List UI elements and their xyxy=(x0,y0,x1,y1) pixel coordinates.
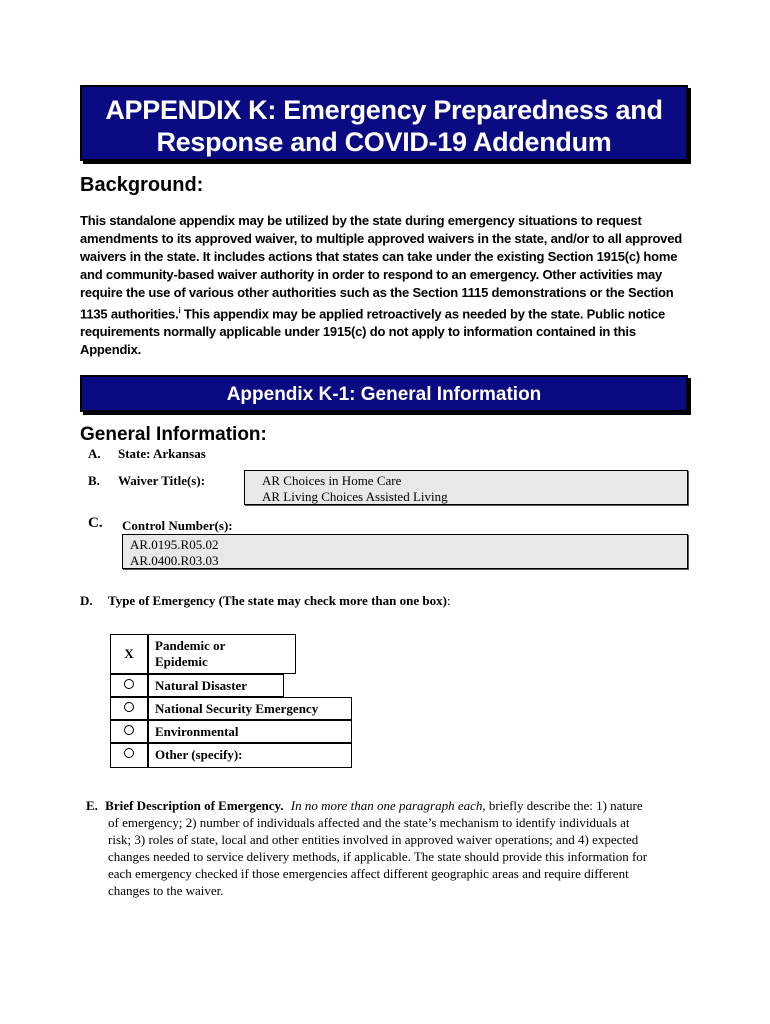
national-security-option-label: National Security Emergency xyxy=(148,697,352,720)
natural-disaster-radio-icon xyxy=(124,679,134,689)
emergency-description-italic: In no more than one paragraph each xyxy=(290,798,483,813)
state-label: State: Arkansas xyxy=(118,446,206,461)
general-info-heading: General Information: xyxy=(80,424,267,445)
waiver-titles-field[interactable] xyxy=(244,470,688,505)
waiver-titles-label: Waiver Title(s): xyxy=(118,473,206,488)
environmental-radio-icon xyxy=(124,725,134,735)
appendix-title-line-1: APPENDIX K: Emergency Preparedness and xyxy=(105,95,663,125)
background-text-part-1: This standalone appendix may be utilized by the state during emergency situations to request amendments to its approved waiver, to multiple approved waivers in the state, and/or to all approved waivers in the state. It includes actions that states can take under the existing Section 1915(c) home and community-based waiver authority in order to respond to an emergency. Other activities may require the use of various other authorities such as the Section 1115 demonstrations or the Section 1135 authorities. xyxy=(80,213,682,322)
appendix-title-line-2: Response and COVID-19 Addendum xyxy=(156,127,612,157)
emergency-type-prompt xyxy=(108,593,451,609)
item-e-letter: E. xyxy=(86,798,98,813)
other-checkbox[interactable] xyxy=(110,743,148,768)
national-security-checkbox[interactable] xyxy=(110,697,148,720)
emergency-description-line-3: risk; 3) roles of state, local and other entities involved in approved waiver operations; and 4) expected xyxy=(108,832,639,847)
control-numbers-label: Control Number(s): xyxy=(122,518,233,533)
other-radio-icon xyxy=(124,748,134,758)
other-specify-option-label: Other (specify): xyxy=(148,743,352,768)
emergency-description-line-6: changes to the waiver. xyxy=(108,883,224,898)
item-a-letter: A. xyxy=(88,446,101,461)
emergency-description-line-5: each emergency checked if those emergencies affect different geographic areas and require different xyxy=(108,866,629,881)
emergency-description-label: Brief Description of Emergency. xyxy=(105,798,284,813)
item-c-letter: C. xyxy=(88,515,103,531)
pandemic-checkbox[interactable] xyxy=(110,634,148,674)
emergency-description-line-1: , briefly describe the: 1) nature xyxy=(482,798,643,813)
control-numbers-field[interactable] xyxy=(122,534,688,569)
section-k1-banner xyxy=(80,375,688,412)
background-paragraph xyxy=(80,212,692,359)
control-number-1: AR.0195.R05.02 xyxy=(130,537,219,552)
waiver-title-1: AR Choices in Home Care xyxy=(262,473,402,488)
pandemic-option-label xyxy=(148,634,296,674)
environmental-option-label: Environmental xyxy=(148,720,352,743)
control-number-2: AR.0400.R03.03 xyxy=(130,553,219,568)
natural-disaster-option-label: Natural Disaster xyxy=(148,674,284,697)
emergency-description-paragraph xyxy=(80,797,692,899)
national-security-radio-icon xyxy=(124,702,134,712)
item-d-letter: D. xyxy=(80,593,93,608)
section-k1-title: Appendix K-1: General Information xyxy=(226,384,542,405)
natural-disaster-checkbox[interactable] xyxy=(110,674,148,697)
item-b-letter: B. xyxy=(88,473,100,488)
emergency-type-label: Type of Emergency (The state may check more than one box) xyxy=(108,593,447,608)
appendix-title-banner xyxy=(80,85,688,161)
pandemic-check-mark: X xyxy=(124,646,134,661)
background-heading: Background: xyxy=(80,174,204,196)
emergency-type-colon: : xyxy=(446,593,451,608)
endnote-marker: i xyxy=(178,306,181,315)
pandemic-label-line-1: Pandemic or xyxy=(155,638,226,653)
environmental-checkbox[interactable] xyxy=(110,720,148,743)
emergency-description-line-2: of emergency; 2) number of individuals affected and the state’s mechanism to identify individuals at xyxy=(108,815,630,830)
waiver-title-2: AR Living Choices Assisted Living xyxy=(262,489,448,504)
pandemic-label-line-2: Epidemic xyxy=(155,654,208,669)
background-text-part-2: This appendix may be applied retroactively as needed by the state. Public notice requirements normally applicable under 1915(c) do not apply to information contained in this Appendix. xyxy=(80,306,665,358)
emergency-description-line-4: changes needed to service delivery methods, if applicable. The state should provide this information for xyxy=(108,849,648,864)
